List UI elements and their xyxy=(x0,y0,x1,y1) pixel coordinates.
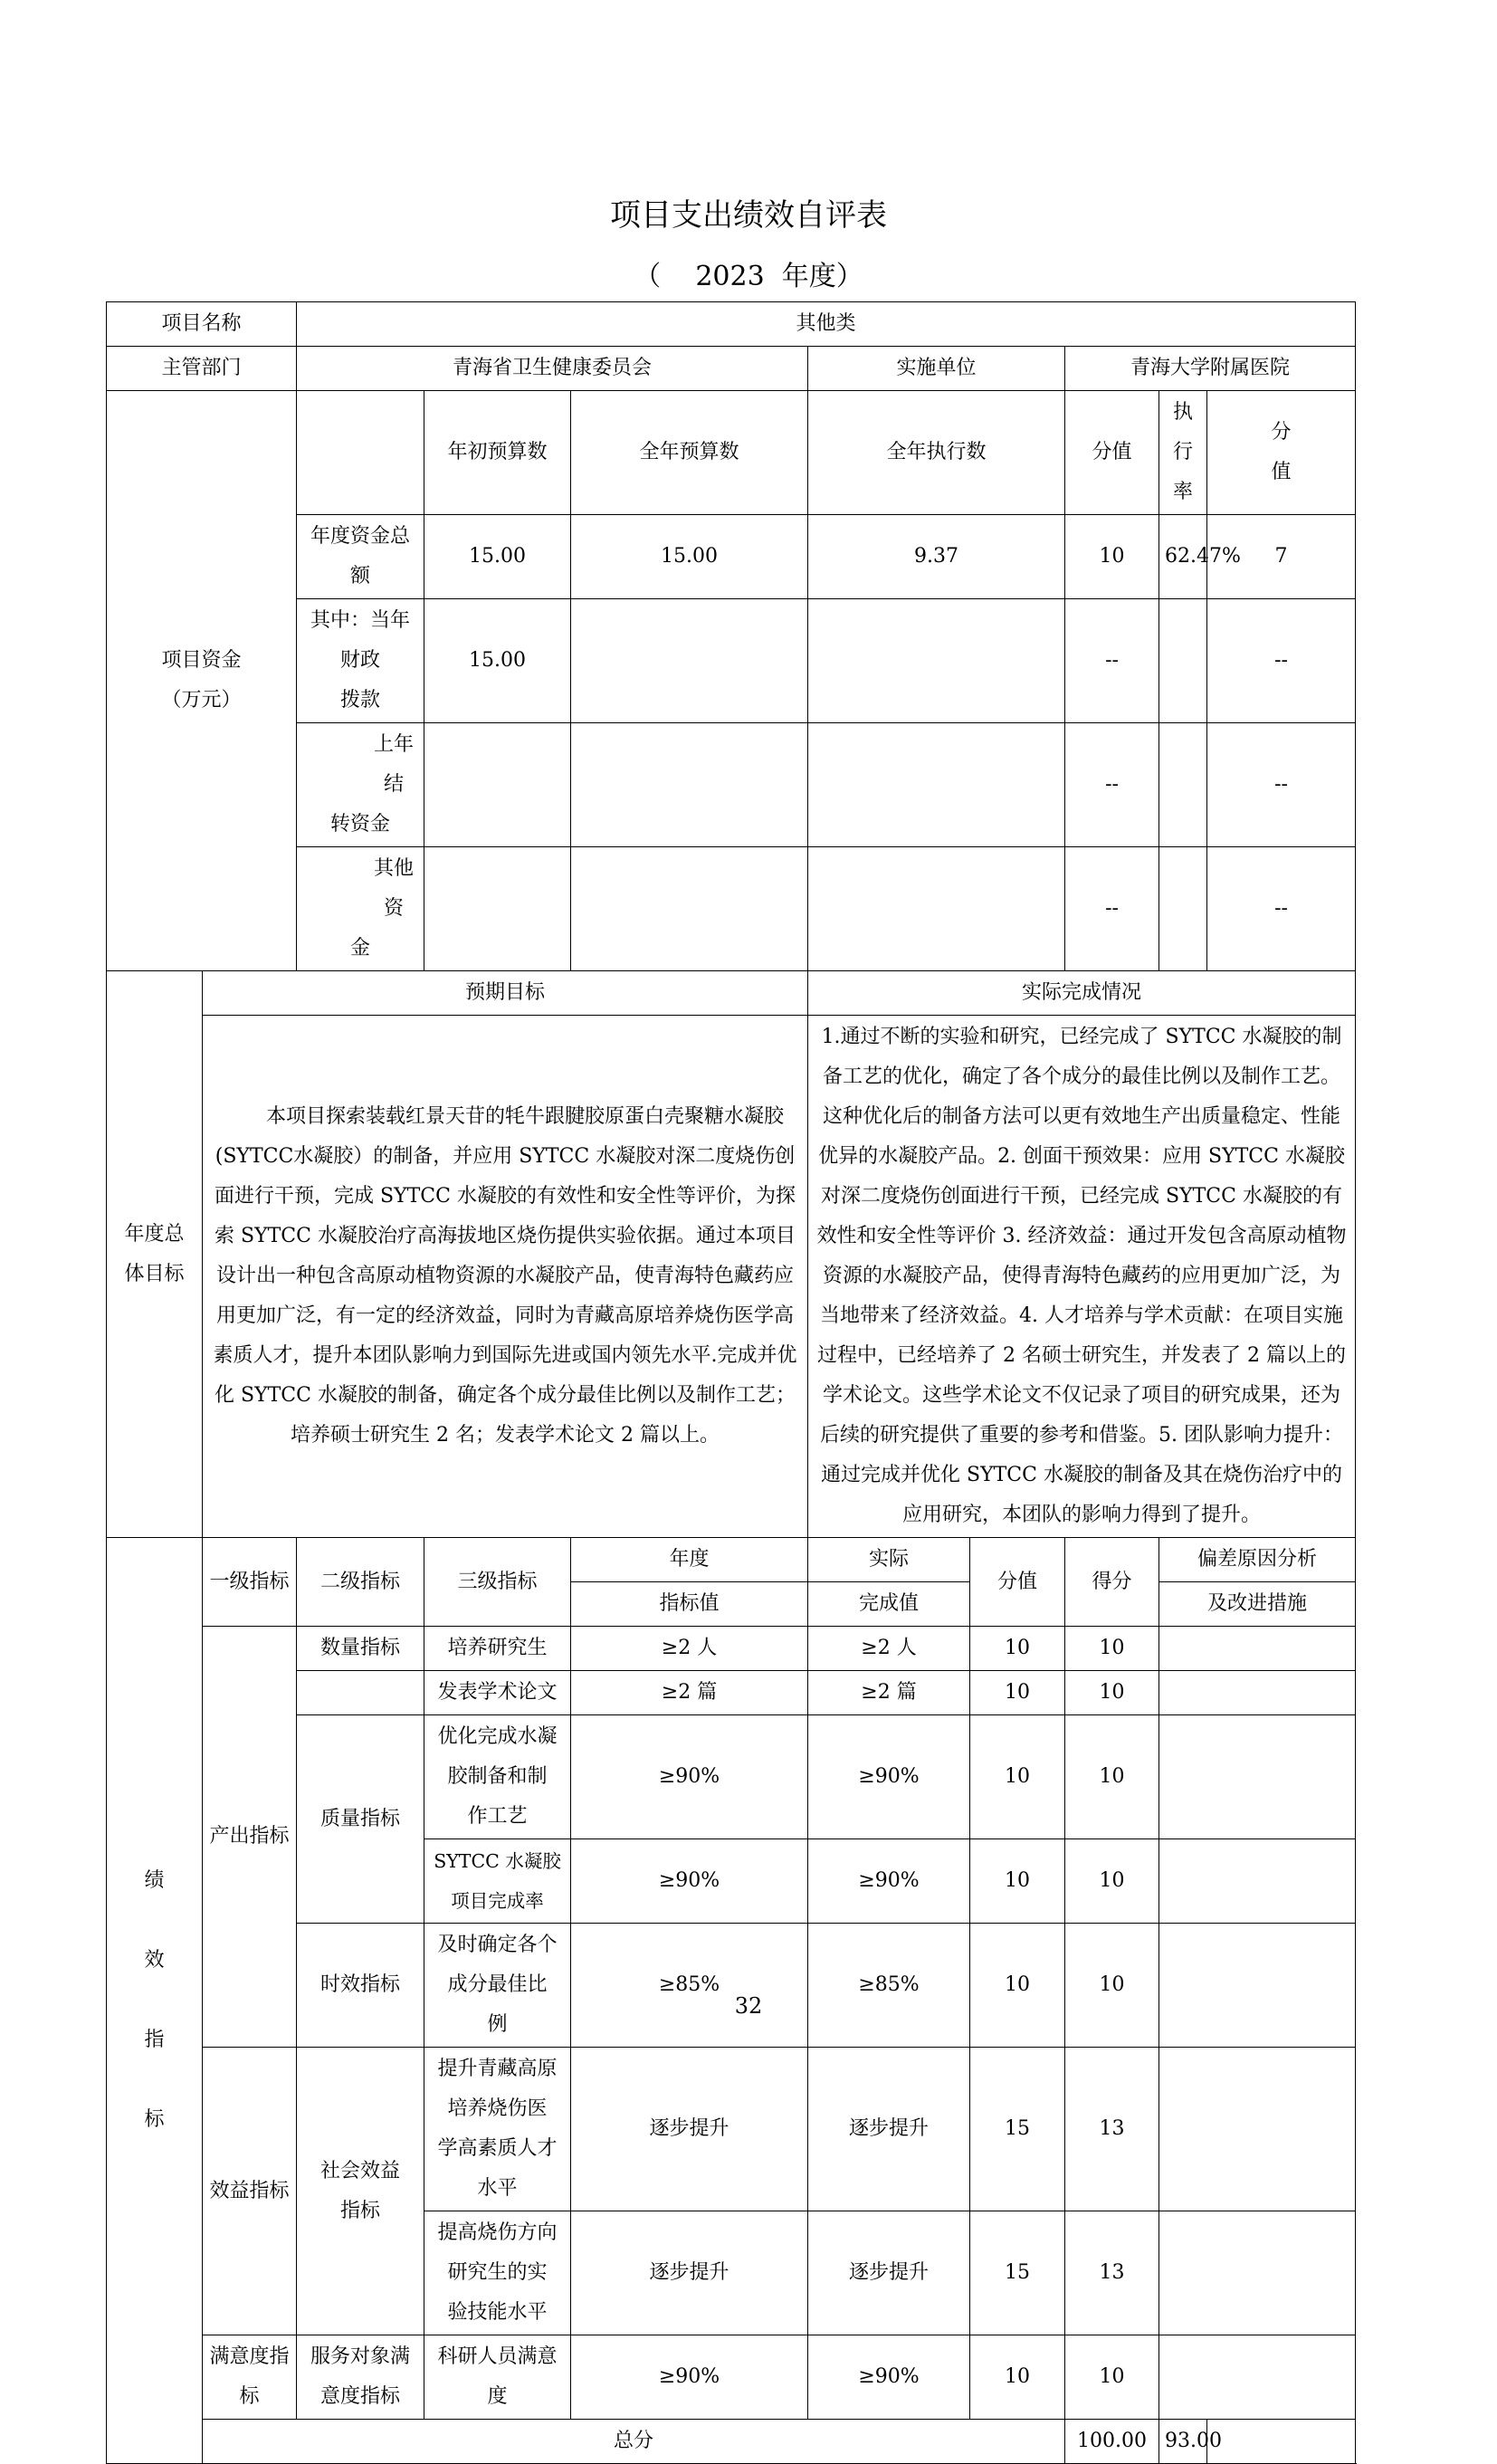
indicator-actual: 逐步提升 xyxy=(808,2048,970,2211)
indicator-name: 提高烧伤方向研究生的实 验技能水平 xyxy=(424,2211,571,2335)
indicator-score: 10 xyxy=(970,1671,1065,1715)
funds-annual-value xyxy=(571,599,808,723)
funds-score-value: -- xyxy=(1065,599,1159,723)
total-label: 总分 xyxy=(203,2420,1065,2464)
subgroup-quantity: 数量指标 xyxy=(297,1627,424,1671)
funds-got-value: -- xyxy=(1207,723,1356,847)
indicator-target: ≥90% xyxy=(571,2335,808,2420)
indicator-target: 逐步提升 xyxy=(571,2048,808,2211)
indicator-score: 15 xyxy=(970,2211,1065,2335)
indicator-reason xyxy=(1159,1671,1356,1715)
funds-header-row xyxy=(107,391,1356,515)
group-output: 产出指标 xyxy=(203,1627,297,2048)
indicator-score: 10 xyxy=(970,2335,1065,2420)
funds-got-value: 7 xyxy=(1207,515,1356,599)
actual-completion-text: 1.通过不断的实验和研究，已经完成了 SYTCC 水凝胶的制备工艺的优化，确定了各个成分的最佳比例以及制作工艺。这种优化后的制备方法可以更有效地生产出质量稳定、性能优异的水凝胶产品。2. 创面干预效果：应用 SYTCC 水凝胶对深二度烧伤创面进行干预，已经完成 SYTCC 水凝胶的有效性和安全性等评价 3. 经济效益：通过开发包含高原动植物资源的水凝胶产品，使得青海特色藏药的应用更加广泛，为当地带来了经济效益。4. 人才培养与学术贡献：在项目实施过程中，已经培养了 2 名硕士研究生，并发表了 2 篇以上的学术论文。这些学术论文不仅记录了项目的研究成果，还为后续的研究提供了重要的参考和借鉴。5. 团队影响力提升：通过完成并优化 SYTCC 水凝胶的制备及其在烧伤治疗中的应用研究，本团队的影响力得到了提升。 xyxy=(808,1016,1356,1538)
header-score: 分值 xyxy=(970,1538,1065,1627)
expected-goals-text: 本项目探索装载红景天苷的牦牛跟腱胶原蛋白壳聚糖水凝胶(SYTCC水凝胶）的制备，并应用 SYTCC 水凝胶对深二度烧伤创面进行干预，完成 SYTCC 水凝胶的有效性和安全性等评价，为探索 SYTCC 水凝胶治疗高海拔地区烧伤提供实验依据。通过本项目设计出一种包含高原动植物资源的水凝胶产品，使青海特色藏药应用更加广泛，有一定的经济效益，同时为青藏高原培养烧伤医学高素质人才，提升本团队影响力到国际先进或国内领先水平.完成并优化 SYTCC 水凝胶的制备，确定各个成分最佳比例以及制作工艺；培养硕士研究生 2 名；发表学术论文 2 篇以上。 xyxy=(203,1016,808,1538)
goals-header-row xyxy=(107,971,1356,1016)
indicator-got: 10 xyxy=(1065,1924,1159,2048)
funds-initial-value: 15.00 xyxy=(424,599,571,723)
indicator-name: 培养研究生 xyxy=(424,1627,571,1671)
indicator-reason xyxy=(1159,2048,1356,2211)
indicator-name: 发表学术论文 xyxy=(424,1671,571,1715)
header-actual-value: 完成值 xyxy=(808,1582,970,1627)
indicator-actual: ≥90% xyxy=(808,1715,970,1839)
performance-header-row xyxy=(107,1538,1356,1582)
header-reason: 偏差原因分析 xyxy=(1159,1538,1356,1582)
funds-row-label: 其中：当年财政 拨款 xyxy=(297,599,424,723)
funds-row-label: 上年结 转资金 xyxy=(297,723,424,847)
indicator-row xyxy=(107,2048,1356,2211)
indicator-reason xyxy=(1159,1839,1356,1924)
page-number: 32 xyxy=(734,1993,763,2019)
expected-goals-header: 预期目标 xyxy=(203,971,808,1016)
group-benefit: 效益指标 xyxy=(203,2048,297,2335)
header-got-score: 分 值 xyxy=(1207,391,1356,515)
total-reason xyxy=(1207,2420,1356,2464)
indicator-got: 10 xyxy=(1065,1627,1159,1671)
funds-annual-value xyxy=(571,847,808,971)
funds-executed-value: 9.37 xyxy=(808,515,1065,599)
department-row xyxy=(107,347,1356,391)
funds-section-label: 项目资金 （万元） xyxy=(107,391,297,971)
funds-score-value: 10 xyxy=(1065,515,1159,599)
group-satisfaction: 满意度指 标 xyxy=(203,2335,297,2420)
project-name-row xyxy=(107,302,1356,347)
subgroup-social-benefit: 社会效益 指标 xyxy=(297,2048,424,2335)
department-label: 主管部门 xyxy=(107,347,297,391)
funds-initial-value: 15.00 xyxy=(424,515,571,599)
indicator-row xyxy=(107,1627,1356,1671)
subgroup-timeliness: 时效指标 xyxy=(297,1924,424,2048)
header-target-year: 年度 xyxy=(571,1538,808,1582)
indicator-name: SYTCC 水凝胶项目完成率 xyxy=(424,1839,571,1924)
indicator-name: 提升青藏高原培养烧伤医 学高素质人才水平 xyxy=(424,2048,571,2211)
indicator-got: 10 xyxy=(1065,1715,1159,1839)
header-improvement: 及改进措施 xyxy=(1159,1582,1356,1627)
funds-executed-value xyxy=(808,847,1065,971)
indicator-row xyxy=(107,2335,1356,2420)
funds-rate-value: 62.47% xyxy=(1159,515,1207,599)
performance-indicators-label: 绩 效 指 标 xyxy=(107,1538,203,2464)
indicator-got: 13 xyxy=(1065,2048,1159,2211)
subgroup-blank xyxy=(297,1671,424,1715)
header-level1: 一级指标 xyxy=(203,1538,297,1627)
implementing-unit-label: 实施单位 xyxy=(808,347,1065,391)
funds-got-value: -- xyxy=(1207,599,1356,723)
indicator-actual: ≥2 篇 xyxy=(808,1671,970,1715)
funds-score-value: -- xyxy=(1065,723,1159,847)
indicator-target: ≥90% xyxy=(571,1839,808,1924)
indicator-name: 科研人员满意度 xyxy=(424,2335,571,2420)
indicator-actual: ≥90% xyxy=(808,1839,970,1924)
subgroup-service-satisfaction: 服务对象满 意度指标 xyxy=(297,2335,424,2420)
funds-score-value: -- xyxy=(1065,847,1159,971)
funds-header-blank xyxy=(297,391,424,515)
header-execution-rate: 执行率 xyxy=(1159,391,1207,515)
indicator-reason xyxy=(1159,2335,1356,2420)
annual-goals-label: 年度总 体目标 xyxy=(107,971,203,1538)
funds-rate-value xyxy=(1159,847,1207,971)
header-target-value: 指标值 xyxy=(571,1582,808,1627)
self-evaluation-table xyxy=(106,301,1356,2464)
indicator-reason xyxy=(1159,1627,1356,1671)
funds-rate-value xyxy=(1159,599,1207,723)
indicator-target: ≥85% xyxy=(571,1924,808,2048)
implementing-unit-value: 青海大学附属医院 xyxy=(1065,347,1356,391)
funds-row-label: 年度资金总额 xyxy=(297,515,424,599)
department-value: 青海省卫生健康委员会 xyxy=(297,347,808,391)
funds-row-label: 其他资 金 xyxy=(297,847,424,971)
indicator-score: 10 xyxy=(970,1839,1065,1924)
indicator-score: 10 xyxy=(970,1715,1065,1839)
goals-body-row xyxy=(107,1016,1356,1538)
header-score: 分值 xyxy=(1065,391,1159,515)
indicator-actual: ≥90% xyxy=(808,2335,970,2420)
funds-got-value: -- xyxy=(1207,847,1356,971)
document-title: 项目支出绩效自评表 xyxy=(610,197,887,234)
indicator-actual: ≥2 人 xyxy=(808,1627,970,1671)
header-level2: 二级指标 xyxy=(297,1538,424,1627)
header-actual: 实际 xyxy=(808,1538,970,1582)
indicator-reason xyxy=(1159,2211,1356,2335)
funds-annual-value xyxy=(571,723,808,847)
total-row xyxy=(107,2420,1356,2464)
indicator-got: 10 xyxy=(1065,1839,1159,1924)
indicator-got: 10 xyxy=(1065,1671,1159,1715)
indicator-score: 10 xyxy=(970,1627,1065,1671)
indicator-target: ≥2 人 xyxy=(571,1627,808,1671)
report-year: （ 2023 年度） xyxy=(634,261,863,292)
indicator-got: 13 xyxy=(1065,2211,1159,2335)
indicator-score: 10 xyxy=(970,1924,1065,2048)
actual-completion-header: 实际完成情况 xyxy=(808,971,1356,1016)
funds-annual-value: 15.00 xyxy=(571,515,808,599)
total-score: 100.00 xyxy=(1065,2420,1159,2464)
project-name-value: 其他类 xyxy=(297,302,1356,347)
indicator-score: 15 xyxy=(970,2048,1065,2211)
subgroup-quality: 质量指标 xyxy=(297,1715,424,1924)
header-annual-budget: 全年预算数 xyxy=(571,391,808,515)
header-got: 得分 xyxy=(1065,1538,1159,1627)
header-annual-executed: 全年执行数 xyxy=(808,391,1065,515)
indicator-name: 及时确定各个成分最佳比 例 xyxy=(424,1924,571,2048)
indicator-actual: ≥85% xyxy=(808,1924,970,2048)
funds-executed-value xyxy=(808,723,1065,847)
funds-initial-value xyxy=(424,723,571,847)
indicator-target: ≥90% xyxy=(571,1715,808,1839)
header-level3: 三级指标 xyxy=(424,1538,571,1627)
indicator-target: 逐步提升 xyxy=(571,2211,808,2335)
indicator-target: ≥2 篇 xyxy=(571,1671,808,1715)
funds-initial-value xyxy=(424,847,571,971)
indicator-name: 优化完成水凝胶制备和制 作工艺 xyxy=(424,1715,571,1839)
funds-rate-value xyxy=(1159,723,1207,847)
funds-executed-value xyxy=(808,599,1065,723)
indicator-got: 10 xyxy=(1065,2335,1159,2420)
total-got: 93.00 xyxy=(1159,2420,1207,2464)
indicator-actual: 逐步提升 xyxy=(808,2211,970,2335)
header-initial-budget: 年初预算数 xyxy=(424,391,571,515)
project-name-label: 项目名称 xyxy=(107,302,297,347)
indicator-reason xyxy=(1159,1715,1356,1839)
indicator-reason xyxy=(1159,1924,1356,2048)
